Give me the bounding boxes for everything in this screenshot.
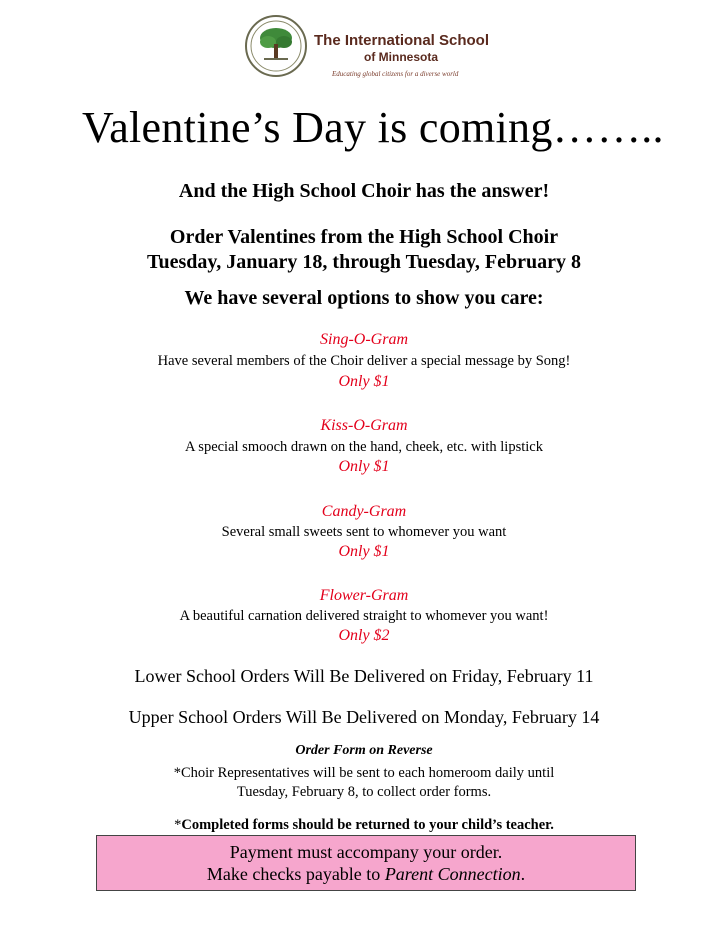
payment-line2-prefix: Make checks payable to [206,864,385,884]
logo-name-line1: The International School [314,32,490,49]
reps-note-line2: Tuesday, February 8, to collect order forms. [236,784,492,800]
option-name: Sing-O-Gram [320,331,408,348]
option-name: Flower-Gram [319,587,409,604]
completed-forms-text: Completed forms should be returned to your child’s teacher. [181,817,554,833]
payee-name: Parent Connection [384,864,521,884]
payment-line1: Payment must accompany your order. [229,842,503,862]
intro-line1: And the High School Choir has the answer! [178,180,550,202]
school-logo [244,14,490,86]
page-title: Valentine’s Day is coming…….. [82,103,664,152]
option-description: Several small sweets sent to whomever you want [221,524,507,540]
order-form-note: Order Form on Reverse [295,743,433,758]
payment-line2 [97,864,635,885]
option-description: A beautiful carnation delivered straight to whomever you want! [179,608,549,624]
option-price: Only $1 [338,373,390,390]
payment-box [96,835,636,891]
intro-line3: Tuesday, January 18, through Tuesday, February 8 [146,251,581,273]
intro-line4: We have several options to show you care: [184,287,544,309]
option-name: Kiss-O-Gram [320,417,408,434]
reps-note-line1: *Choir Representatives will be sent to each homeroom daily until [173,765,555,781]
completed-forms-asterisk: * [174,817,182,833]
option-price: Only $1 [338,458,390,475]
delivery-lower: Lower School Orders Will Be Delivered on Friday, February 11 [134,666,594,686]
completed-forms-note [0,817,728,834]
option-price: Only $1 [338,543,390,560]
delivery-upper: Upper School Orders Will Be Delivered on Monday, February 14 [128,707,600,727]
option-description: Have several members of the Choir deliver a special message by Song! [157,353,571,369]
option-name: Candy-Gram [321,503,407,520]
tree-seal-icon [244,14,308,78]
payment-line2-suffix: . [520,864,526,884]
logo-tagline: Educating global citizens for a diverse world [332,70,459,78]
option-description: A special smooch drawn on the hand, cheek, etc. with lipstick [185,439,543,455]
intro-line2: Order Valentines from the High School Choir [169,226,559,248]
logo-name-line2: of Minnesota [364,50,438,64]
option-price: Only $2 [338,627,390,644]
